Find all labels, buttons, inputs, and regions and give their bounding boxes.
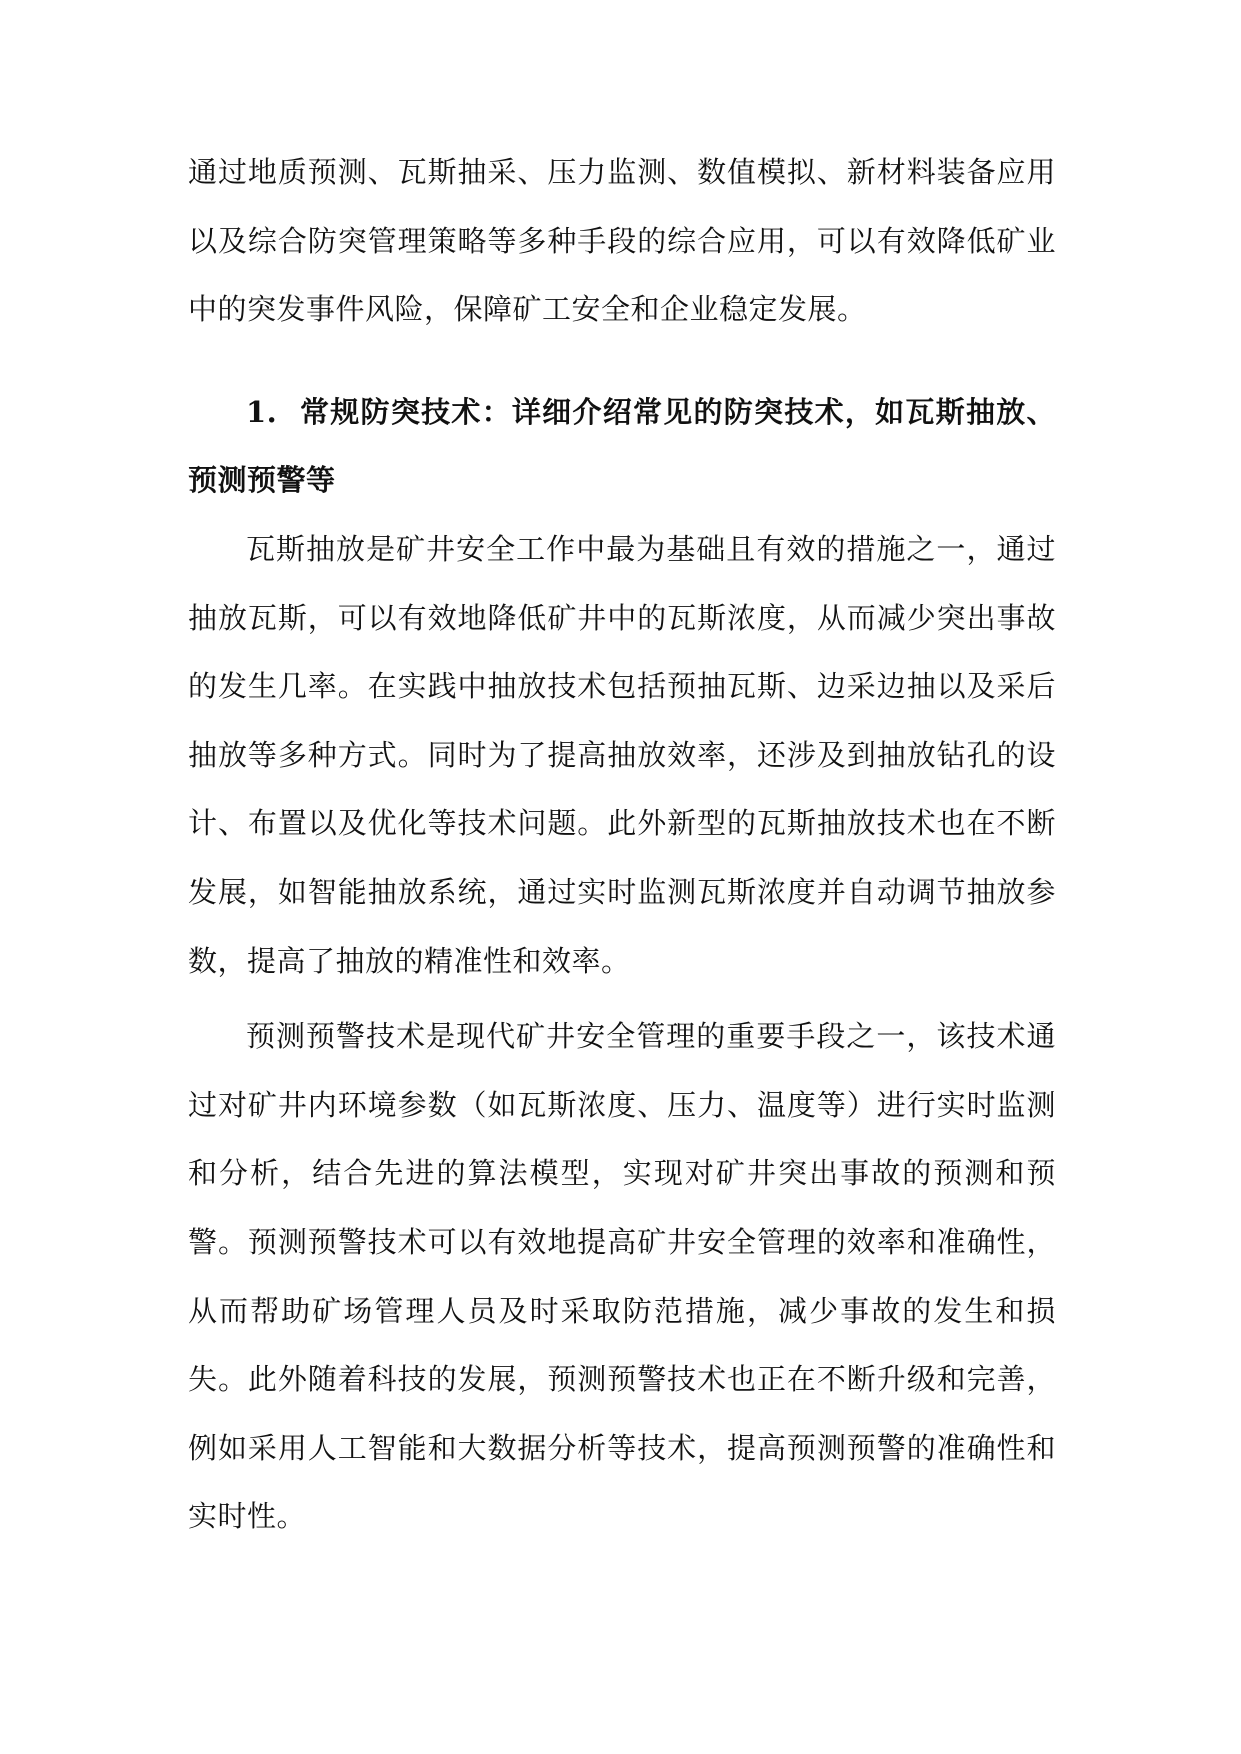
body-paragraph-gas-drainage: 瓦斯抽放是矿井安全工作中最为基础且有效的措施之一，通过抽放瓦斯，可以有效地降低矿井中的瓦斯浓度，从而减少突出事故的发生几率。在实践中抽放技术包括预抽瓦斯、边采边抽以及采后抽放等多种方式。同时为了提高抽放效率，还涉及到抽放钻孔的设计、布置以及优化等技术问题。此外新型的瓦斯抽放技术也在不断发展，如智能抽放系统，通过实时监测瓦斯浓度并自动调节抽放参数，提高了抽放的精准性和效率。 (188, 531, 1056, 978)
body-paragraph-prediction-warning: 预测预警技术是现代矿井安全管理的重要手段之一，该技术通过对矿井内环境参数（如瓦斯浓度、压力、温度等）进行实时监测和分析，结合先进的算法模型，实现对矿井突出事故的预测和预警。预测预警技术可以有效地提高矿井安全管理的效率和准确性，从而帮助矿场管理人员及时采取防范措施，减少事故的发生和损失。此外随着科技的发展，预测预警技术也正在不断升级和完善，例如采用人工智能和大数据分析等技术，提高预测预警的准确性和实时性。 (188, 1019, 1056, 1534)
page-content (188, 138, 1056, 1551)
section-heading (188, 378, 1056, 515)
intro-paragraph: 通过地质预测、瓦斯抽采、压力监测、数值模拟、新材料装备应用以及综合防突管理策略等多种手段的综合应用，可以有效降低矿业中的突发事件风险，保障矿工安全和企业稳定发展。 (188, 155, 1056, 327)
section-title: 常规防突技术：详细介绍常见的防突技术，如瓦斯抽放、预测预警等 (188, 394, 1056, 498)
section-number: 1. (246, 394, 278, 429)
